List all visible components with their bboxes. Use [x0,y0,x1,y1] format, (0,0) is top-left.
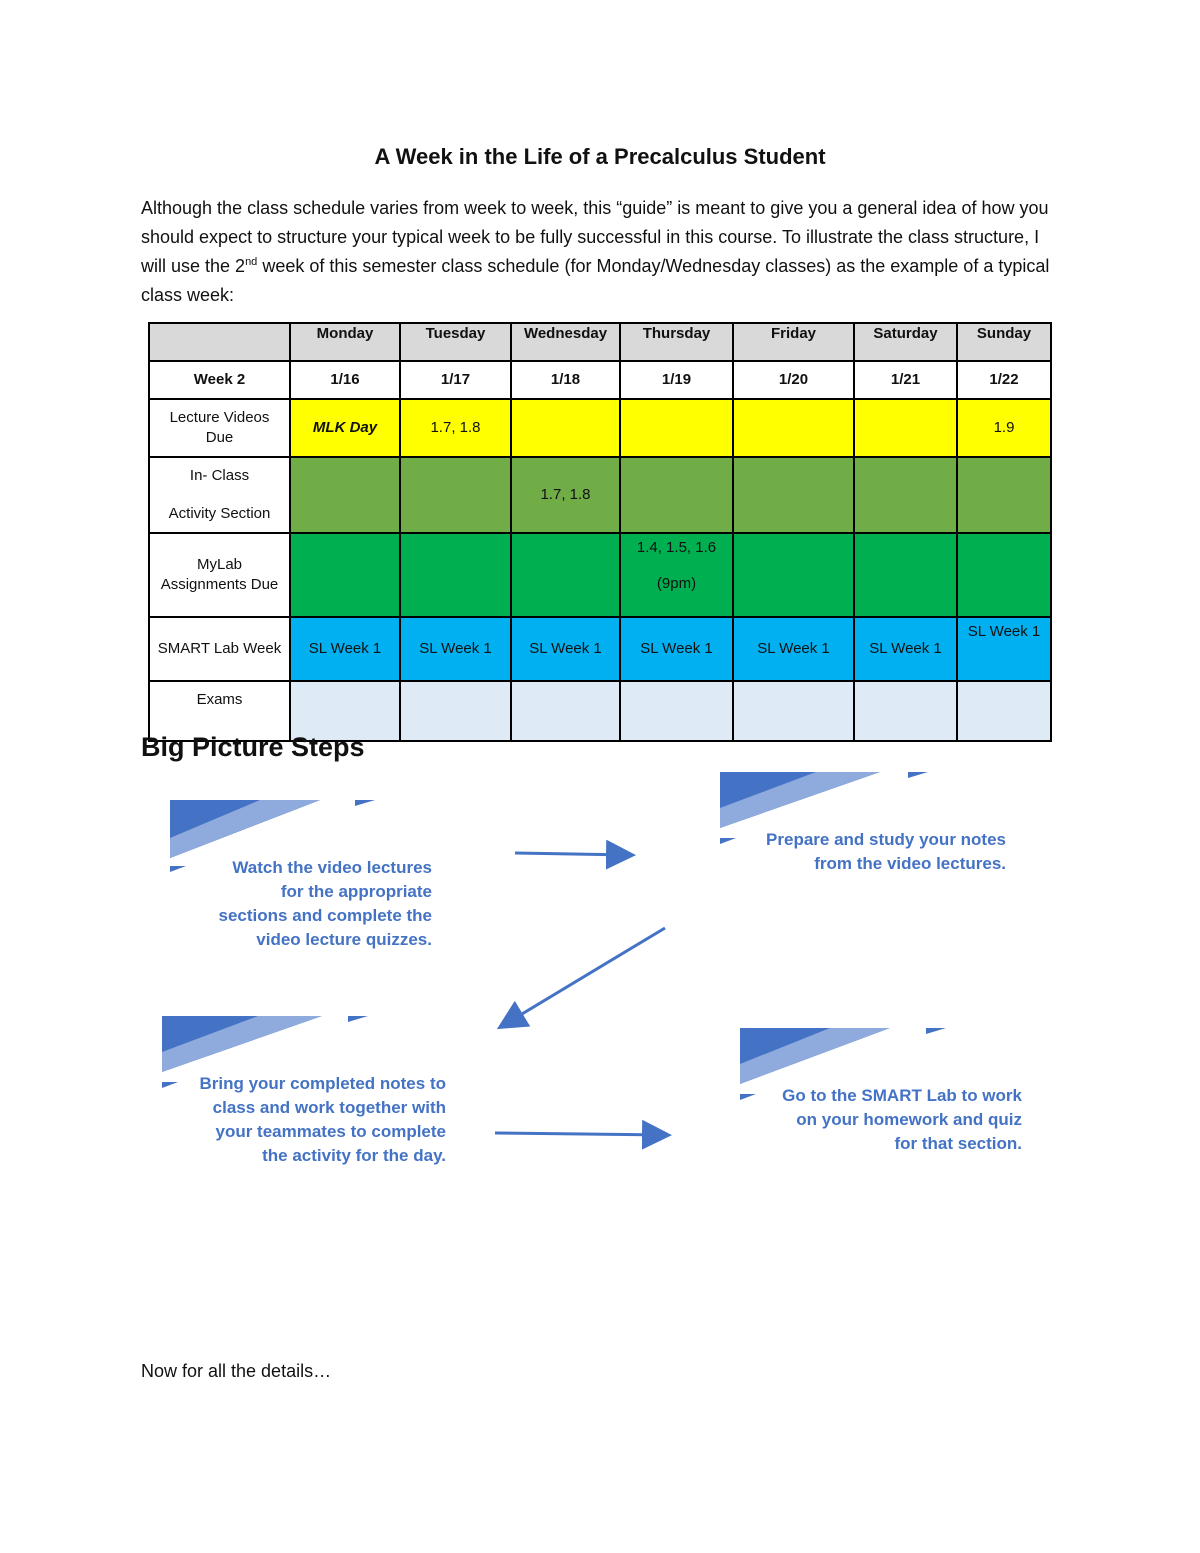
step-text: Go to the SMART Lab to work on your homework and quiz for that section. [782,1086,1022,1153]
step-text: Watch the video lectures for the appropriate sections and complete the video lecture quizzes. [218,858,432,949]
exam-cell [854,681,957,741]
exam-cell [733,681,854,741]
header-wednesday: Wednesday [511,323,620,361]
table-row-smart-lab [149,617,1051,681]
lecture-cell-sunday: 1.9 [957,399,1051,457]
mylab-thursday-line2: (9pm) [656,575,697,592]
table-row-in-class-activity [149,457,1051,533]
smart-cell-tuesday: SL Week 1 [400,617,511,681]
table-row-dates [149,361,1051,399]
step-study-notes [720,772,1020,882]
intro-text-1: Although the class schedule varies from week to week, this “guide” is meant to give you a general idea of how you should expect to structure your typical week to be fully successful in this course. To illustrate the class structure, I will use the 2 [141,198,1049,276]
step-text: Bring your completed notes to class and work together with your teammates to complete the activity for the day. [199,1074,446,1165]
header-tuesday: Tuesday [400,323,511,361]
mylab-cell-thursday [620,533,733,617]
arrow-down-left-icon [502,928,665,1026]
date-cell: 1/21 [854,361,957,399]
lecture-cell-thursday [620,399,733,457]
section-heading: Big Picture Steps [141,732,365,762]
exam-cell [620,681,733,741]
lecture-cell-monday: MLK Day [290,399,400,457]
smart-cell-thursday: SL Week 1 [620,617,733,681]
smart-cell-saturday: SL Week 1 [854,617,957,681]
lecture-cell-friday [733,399,854,457]
in-class-cell-sunday [957,457,1051,533]
arrow-right-icon [495,1133,666,1135]
row-label-lecture-videos: Lecture Videos Due [149,399,290,457]
lecture-cell-wednesday [511,399,620,457]
smart-cell-monday: SL Week 1 [290,617,400,681]
in-class-cell-wednesday: 1.7, 1.8 [511,457,620,533]
in-class-cell-tuesday [400,457,511,533]
row-label-smart-lab: SMART Lab Week [149,617,290,681]
mylab-thursday-line1: 1.4, 1.5, 1.6 [636,539,717,556]
in-class-label-line2: Activity Section [168,505,271,522]
header-friday: Friday [733,323,854,361]
date-cell: 1/17 [400,361,511,399]
table-row-lecture-videos [149,399,1051,457]
exam-cell [511,681,620,741]
date-cell: 1/22 [957,361,1051,399]
intro-paragraph [141,194,1066,310]
smart-cell-sunday: SL Week 1 [957,617,1051,681]
header-sunday: Sunday [957,323,1051,361]
mylab-cell-tuesday [400,533,511,617]
smart-cell-friday: SL Week 1 [733,617,854,681]
table-header-row [149,323,1051,361]
mylab-cell-monday [290,533,400,617]
step-text: Prepare and study your notes from the video lectures. [766,830,1006,873]
step-smart-lab [740,1028,1030,1168]
arrow-right-icon [515,853,630,855]
header-monday: Monday [290,323,400,361]
in-class-cell-monday [290,457,400,533]
footer-text: Now for all the details… [141,1361,332,1381]
week-label: Week 2 [149,361,290,399]
header-thursday: Thursday [620,323,733,361]
intro-text-2: week of this semester class schedule (for Monday/Wednesday classes) as the example of a typical class week: [141,256,1050,305]
row-label-mylab: MyLab Assignments Due [149,533,290,617]
date-cell: 1/16 [290,361,400,399]
in-class-cell-thursday [620,457,733,533]
in-class-cell-friday [733,457,854,533]
exam-cell [400,681,511,741]
intro-superscript: nd [245,256,258,268]
step-bring-notes [162,1016,452,1176]
in-class-label-line1: In- Class [189,467,250,484]
date-cell: 1/20 [733,361,854,399]
lecture-cell-saturday [854,399,957,457]
weekly-schedule-table [148,322,1052,742]
page-title: A Week in the Life of a Precalculus Student [374,144,826,169]
mylab-cell-sunday [957,533,1051,617]
smart-cell-wednesday: SL Week 1 [511,617,620,681]
row-label-in-class [149,457,290,533]
table-row-mylab-assignments [149,533,1051,617]
mylab-cell-wednesday [511,533,620,617]
exam-cell [957,681,1051,741]
date-cell: 1/19 [620,361,733,399]
mylab-cell-friday [733,533,854,617]
row-label-exams: Exams [149,681,290,741]
in-class-cell-saturday [854,457,957,533]
lecture-cell-tuesday: 1.7, 1.8 [400,399,511,457]
header-saturday: Saturday [854,323,957,361]
header-corner-cell [149,323,290,361]
step-watch-lectures [170,800,440,960]
mylab-cell-saturday [854,533,957,617]
date-cell: 1/18 [511,361,620,399]
